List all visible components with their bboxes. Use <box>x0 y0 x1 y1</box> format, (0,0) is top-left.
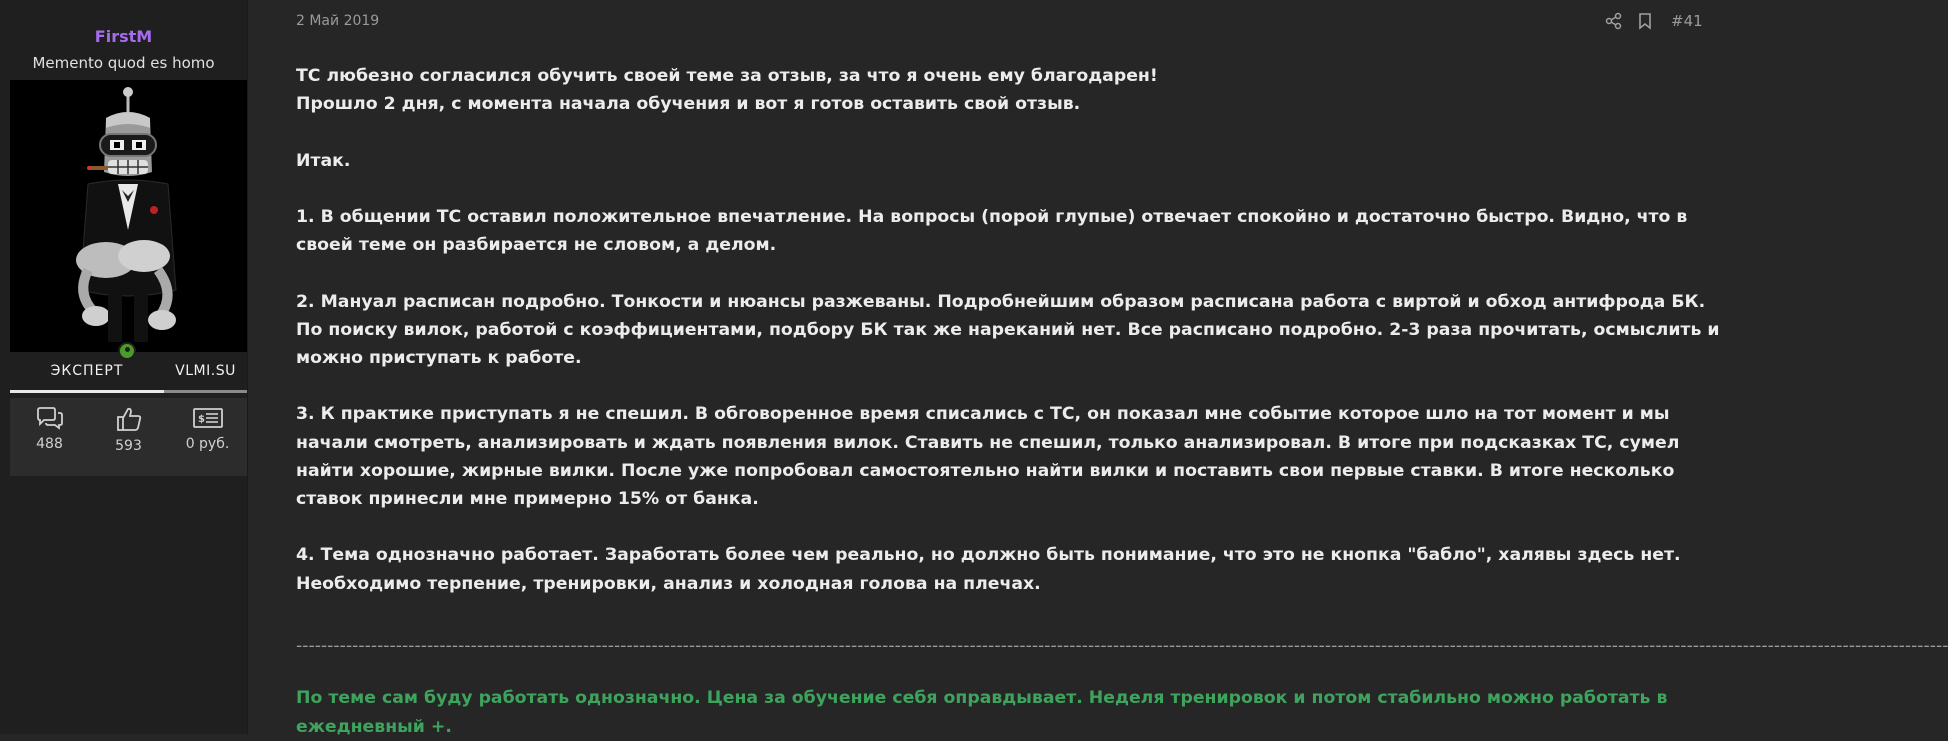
messages-icon <box>35 406 65 430</box>
post-line: Прошло 2 дня, с момента начала обучения и вот я готов оставить свой отзыв. <box>296 94 1081 115</box>
stat-messages[interactable] <box>10 406 89 452</box>
share-icon[interactable] <box>1605 12 1623 34</box>
banner-site: VLMI.SU <box>164 356 247 393</box>
username-link[interactable]: FirstM <box>94 27 153 46</box>
post-number-link[interactable]: #41 <box>1671 12 1703 30</box>
post-date[interactable]: 2 Май 2019 <box>296 13 380 29</box>
stat-balance[interactable] <box>168 406 247 452</box>
user-title: Memento quod es homo <box>32 54 215 72</box>
post-paragraph: 2. Мануал расписан подробно. Тонкости и нюансы разжеваны. Подробнейшим образом расписана работа с виртой и обход антифрода БК. По поиску вилок, работой с коэффициентами, подбору БК так же нареканий нет. Все расписано подробно. 2-3 раза прочитать, осмыслить и можно приступать к работе. <box>296 291 1720 368</box>
post-paragraph: 4. Тема однозначно работает. Заработать более чем реально, но должно быть понимание, что это не кнопка "бабло", халявы здесь нет. Необходимо терпение, тренировки, анализ и холодная голова на плечах. <box>296 545 1681 594</box>
money-icon <box>192 406 224 430</box>
stat-likes-value: 593 <box>115 438 142 454</box>
thumbs-up-icon <box>115 406 143 432</box>
post-line: ТС любезно согласился обучить своей теме за отзыв, за что я очень ему благодарен! <box>296 66 1158 86</box>
bender-avatar-image <box>10 80 247 352</box>
post-body <box>296 62 1948 741</box>
svg-text:$: $ <box>197 414 205 425</box>
separator-line: ------------------------------------------------------------------------------------------------------------------------------------------------------------------------------------------------------------------------------------------------------------------------- <box>296 635 1948 656</box>
avatar[interactable] <box>10 80 247 352</box>
post-paragraph: 3. К практике приступать я не спешил. В обговоренное время списались с ТС, он показал мне событие которое шло на тот момент и мы начали смотреть, анализировать и ждать появления вилок. Ставить не спешил, только анализировал. В итоге при подсказках ТС, сумел найти хорошие, жирные вилки. После уже попробовал самостоятельно найти вилки и поставить свои первые ставки. В итоге несколько ставок принесли мне примерно 15% от банка. <box>296 404 1680 509</box>
post-paragraph: 1. В общении ТС оставил положительное впечатление. На вопросы (порой глупые) отвечает спокойно и достаточно быстро. Видно, что в своей теме он разбирается не словом, а делом. <box>296 206 1688 256</box>
stat-messages-value: 488 <box>36 436 63 452</box>
bookmark-icon[interactable] <box>1637 12 1653 34</box>
stat-balance-value: 0 руб. <box>185 436 230 452</box>
banner-expert: ЭКСПЕРТ <box>10 356 164 393</box>
stat-likes[interactable] <box>89 406 168 454</box>
user-banners <box>10 356 247 392</box>
post-line: Итак. <box>296 150 351 171</box>
user-sidebar <box>0 0 248 734</box>
user-stats <box>10 398 247 476</box>
post-conclusion: По теме сам буду работать однозначно. Цена за обучение себя оправдывает. Неделя тренировок и потом стабильно можно работать в ежедневный +. <box>296 688 1668 737</box>
post-actions <box>1605 12 1715 32</box>
